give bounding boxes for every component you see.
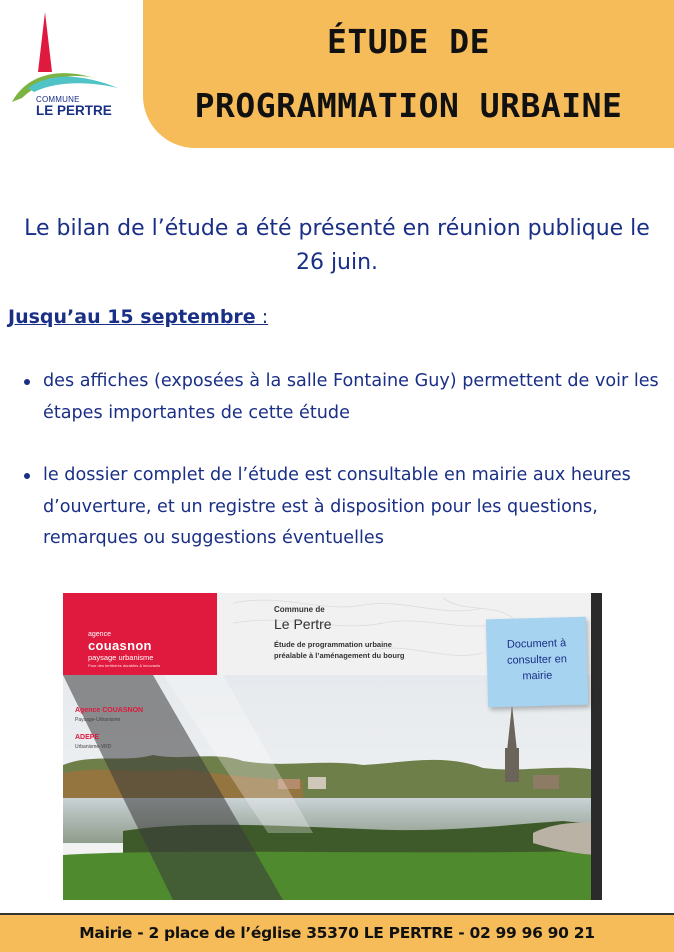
header-band (143, 0, 674, 148)
list-item-text: le dossier complet de l’étude est consultable en mairie aux heures d’ouverture, et un registre est à disposition pour les questions, remarques ou suggestions éventuelles (43, 465, 631, 548)
agency-small-label: agence (88, 631, 111, 638)
list-item (20, 366, 670, 429)
page-title-line2: PROGRAMMATION URBAINE (194, 86, 623, 125)
page-title-line1: ÉTUDE DE (327, 22, 490, 61)
deadline-heading (8, 306, 268, 328)
agency-name: couasnon (88, 638, 152, 653)
agency-logo-block (63, 593, 217, 675)
bullet-dot-icon (24, 473, 30, 479)
footer-bar (0, 913, 674, 952)
study-document-cover (63, 593, 602, 900)
document-credit-agency: Agence COUASNON (75, 707, 144, 714)
page-title (143, 10, 674, 138)
document-credit-adepe: ADEPE (75, 734, 100, 741)
logo-commune-name: LE PERTRE (36, 103, 112, 118)
deadline-label: Jusqu’au 15 septembre (8, 306, 256, 328)
deadline-colon: : (255, 306, 269, 328)
commune-logo (8, 8, 128, 120)
document-credit-adepe-role: Urbanisme-VRD (75, 744, 112, 750)
document-commune-label: Commune de (274, 605, 325, 614)
document-study-title: Étude de programmation urbaine (274, 640, 392, 649)
bullet-dot-icon (24, 379, 30, 385)
logo-commune-label: COMMUNE (36, 95, 80, 104)
agency-subtitle: paysage urbanisme (88, 653, 154, 662)
footer-contact: Mairie - 2 place de l’église 35370 LE PERTRE - 02 99 96 90 21 (79, 924, 595, 942)
document-credit-agency-role: Paysage-Urbanisme (75, 717, 121, 723)
list-item-text: des affiches (exposées à la salle Fontaine Guy) permettent de voir les étapes importantes de cette étude (43, 371, 659, 423)
sticky-note (486, 617, 588, 708)
intro-text: Le bilan de l’étude a été présenté en réunion publique le 26 juin. (24, 216, 650, 275)
document-commune-name: Le Pertre (274, 616, 332, 632)
agency-tagline: Pour des territoires durables & innovants (88, 663, 161, 668)
info-list (20, 366, 670, 586)
list-item (20, 460, 670, 555)
document-study-subtitle: préalable à l’aménagement du bourg (274, 651, 405, 660)
sticky-note-text: Document à consulter en mairie (506, 637, 568, 683)
